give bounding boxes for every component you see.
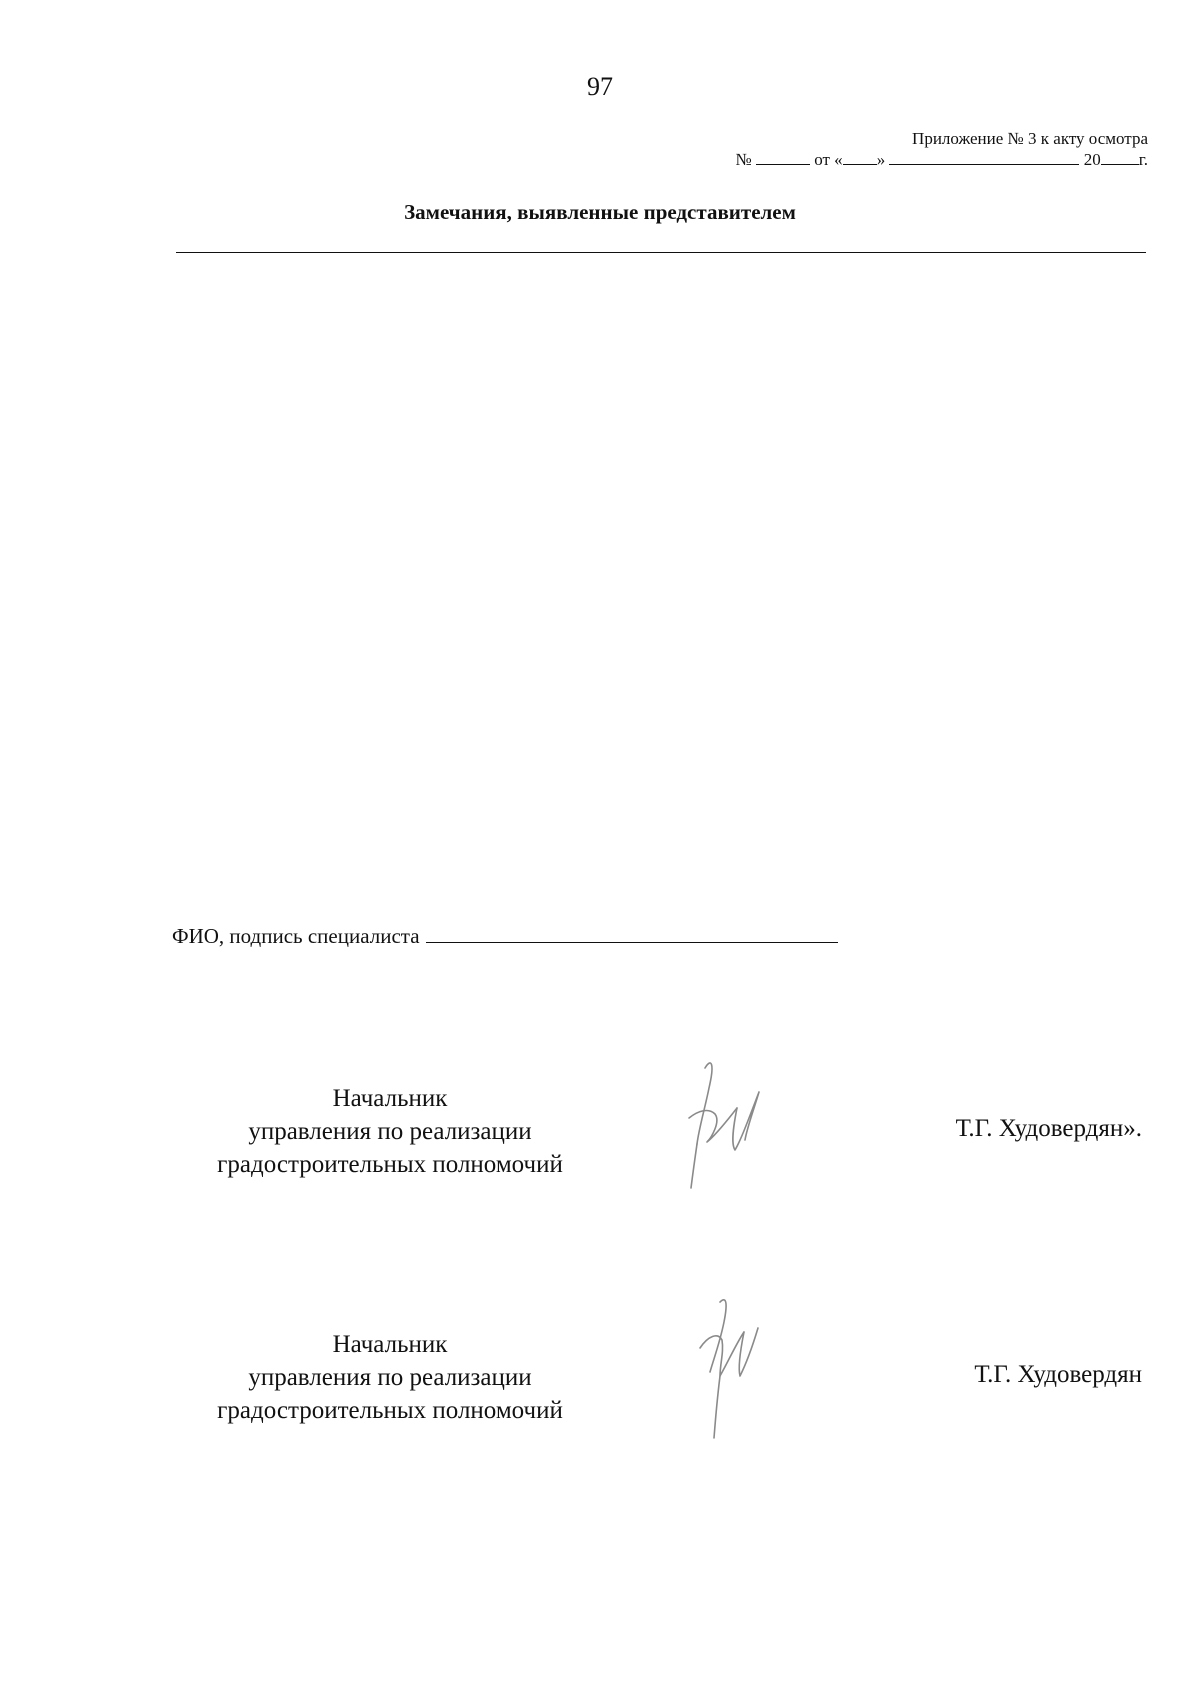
appendix-header [735,128,1148,170]
number-label: № [735,150,752,169]
quote-close: » [876,150,886,169]
year-prefix: 20 [1083,150,1101,169]
handwritten-signature-2 [680,1292,790,1442]
fio-signature-line [426,924,838,943]
title-underline [176,252,1146,253]
position-line-3: градостроительных полномочий [217,1397,563,1424]
appendix-title: Приложение № 3 к акту осмотра [912,129,1148,148]
day-blank [843,150,877,165]
section-title: Замечания, выявленные представителем [404,200,796,224]
signatory-name-2: Т.Г. Худовердян [974,1361,1142,1388]
position-title-2 [190,1328,590,1427]
position-line-2: управления по реализации [248,1364,532,1391]
from-label: от « [814,150,843,169]
signatory-name-1: Т.Г. Худовердян». [955,1115,1142,1142]
year-blank [1101,150,1139,165]
position-title-1 [190,1082,590,1181]
fio-label: ФИО, подпись специалиста [172,924,420,948]
position-line-1: Начальник [332,1331,448,1358]
position-line-2: управления по реализации [248,1118,532,1145]
position-line-3: градостроительных полномочий [217,1151,563,1178]
position-line-1: Начальник [332,1085,448,1112]
appendix-number-date-line [735,149,1148,170]
page-number: 97 [587,72,613,101]
year-suffix: г. [1138,150,1148,169]
month-blank [889,150,1079,165]
handwritten-signature-1 [675,1048,785,1198]
number-blank [756,150,810,165]
fio-signature-row [172,924,838,949]
